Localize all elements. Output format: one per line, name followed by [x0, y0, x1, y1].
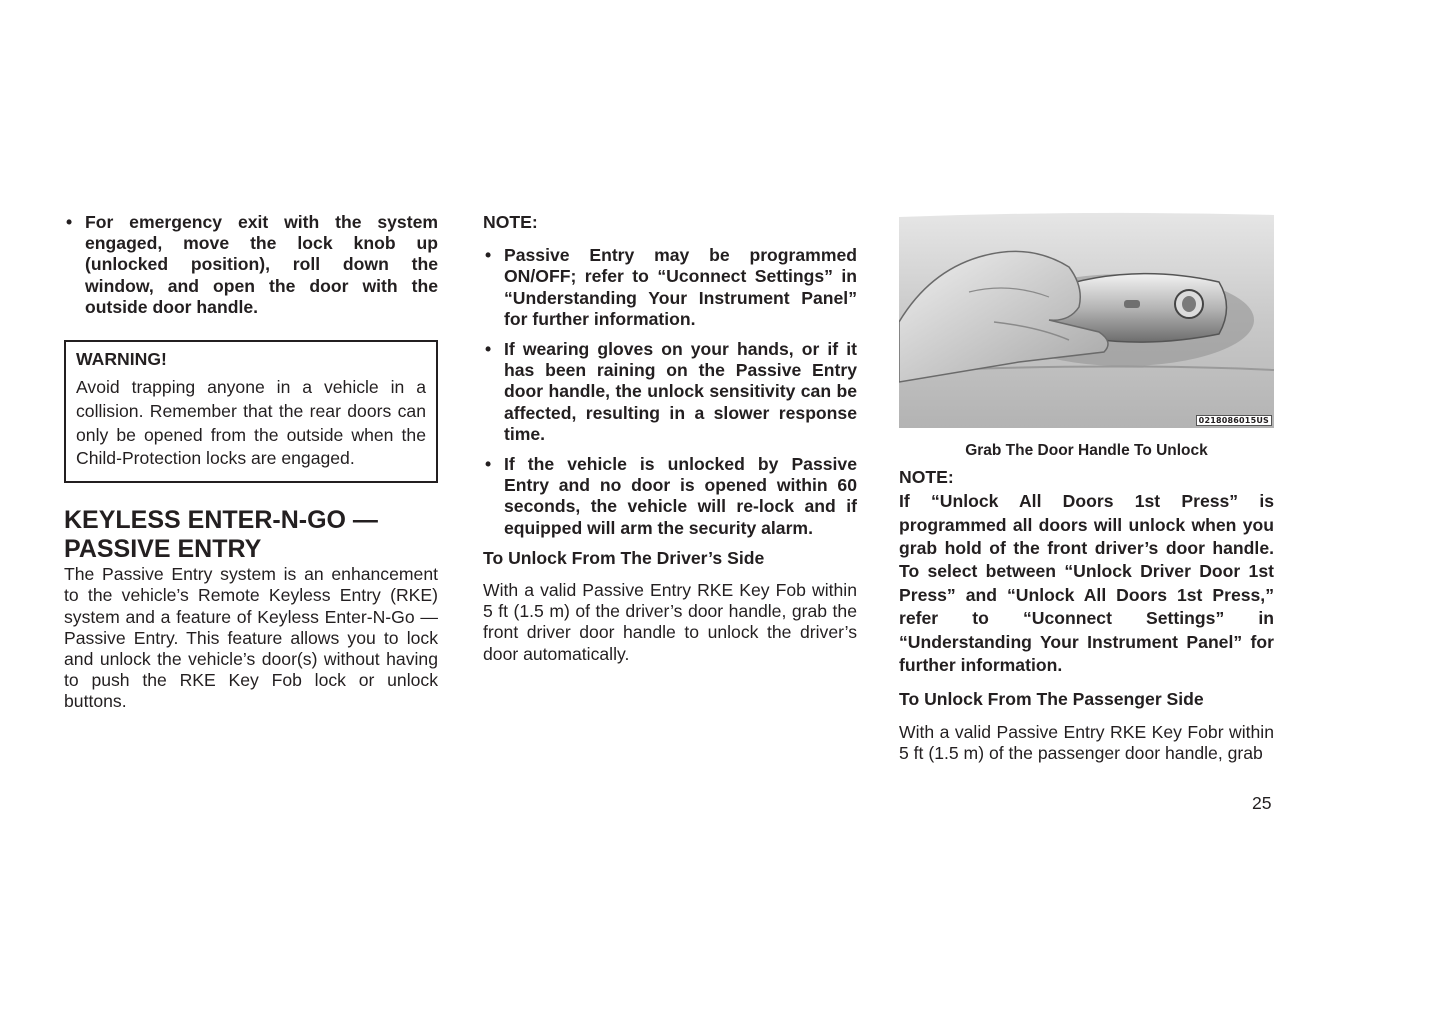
section-title-line1: KEYLESS ENTER-N-GO —	[64, 506, 378, 535]
passenger-side-body: With a valid Passive Entry RKE Key Fobr within 5 ft (1.5 m) of the passenger door handle, grab	[899, 721, 1274, 764]
warning-box	[64, 340, 438, 483]
driver-side-body: With a valid Passive Entry RKE Key Fob within 5 ft (1.5 m) of the driver’s door handle, grab the front driver door handle to unlock the driver’s door automatically.	[483, 580, 857, 664]
door-handle-illustration	[899, 212, 1274, 428]
warning-body: Avoid trapping anyone in a vehicle in a collision. Remember that the rear doors can only be opened from the outside when the Child-Protection locks are engaged.	[76, 377, 426, 469]
note-label: NOTE:	[899, 467, 954, 487]
right-column	[899, 212, 1274, 765]
passenger-side-heading: To Unlock From The Passenger Side	[899, 689, 1204, 710]
figure-code: 0218086015US	[1196, 415, 1272, 426]
note-bullet: • If wearing gloves on your hands, or if it has been raining on the Passive Entry door handle, the unlock sensitivity can be affected, resulting in a slower response time.	[483, 339, 857, 445]
note-block	[899, 467, 1274, 677]
left-column	[64, 212, 438, 713]
warning-title: WARNING!	[76, 349, 167, 370]
page-number: 25	[1252, 793, 1272, 813]
figure-caption: Grab The Door Handle To Unlock	[965, 442, 1208, 459]
note-body: If “Unlock All Doors 1st Press” is programmed all doors will unlock when you grab hold of the front driver’s door handle. To select between “Unlock Driver Door 1st Press” and “Unlock All Doors 1st Press,” refer to “Uconnect Settings” in “Understanding Your Instrument Panel” for further information.	[899, 491, 1274, 676]
section-title-line2: PASSIVE ENTRY	[64, 535, 262, 564]
note-bullet: • If the vehicle is unlocked by Passive Entry and no door is opened within 60 seconds, the vehicle will re-lock and if equipped will arm the security alarm.	[483, 454, 857, 539]
note-bullet: • Passive Entry may be programmed ON/OFF; refer to “Uconnect Settings” in “Understanding Your Instrument Panel” for further information.	[483, 245, 857, 330]
emergency-exit-bullet: • For emergency exit with the system engaged, move the lock knob up (unlocked position), roll down the window, and open the door with the outside door handle.	[64, 212, 438, 318]
section-title	[64, 506, 438, 564]
driver-side-heading: To Unlock From The Driver’s Side	[483, 547, 765, 568]
door-handle-photo	[899, 212, 1274, 428]
note-label: NOTE:	[483, 212, 538, 232]
middle-column	[483, 212, 857, 665]
section-body: The Passive Entry system is an enhancement to the vehicle’s Remote Keyless Entry (RKE) system and a feature of Keyless Enter-N-Go — Passive Entry. This feature allows you to lock and unlock the vehicle’s door(s) without having to push the RKE Key Fob lock or unlock buttons.	[64, 564, 438, 712]
